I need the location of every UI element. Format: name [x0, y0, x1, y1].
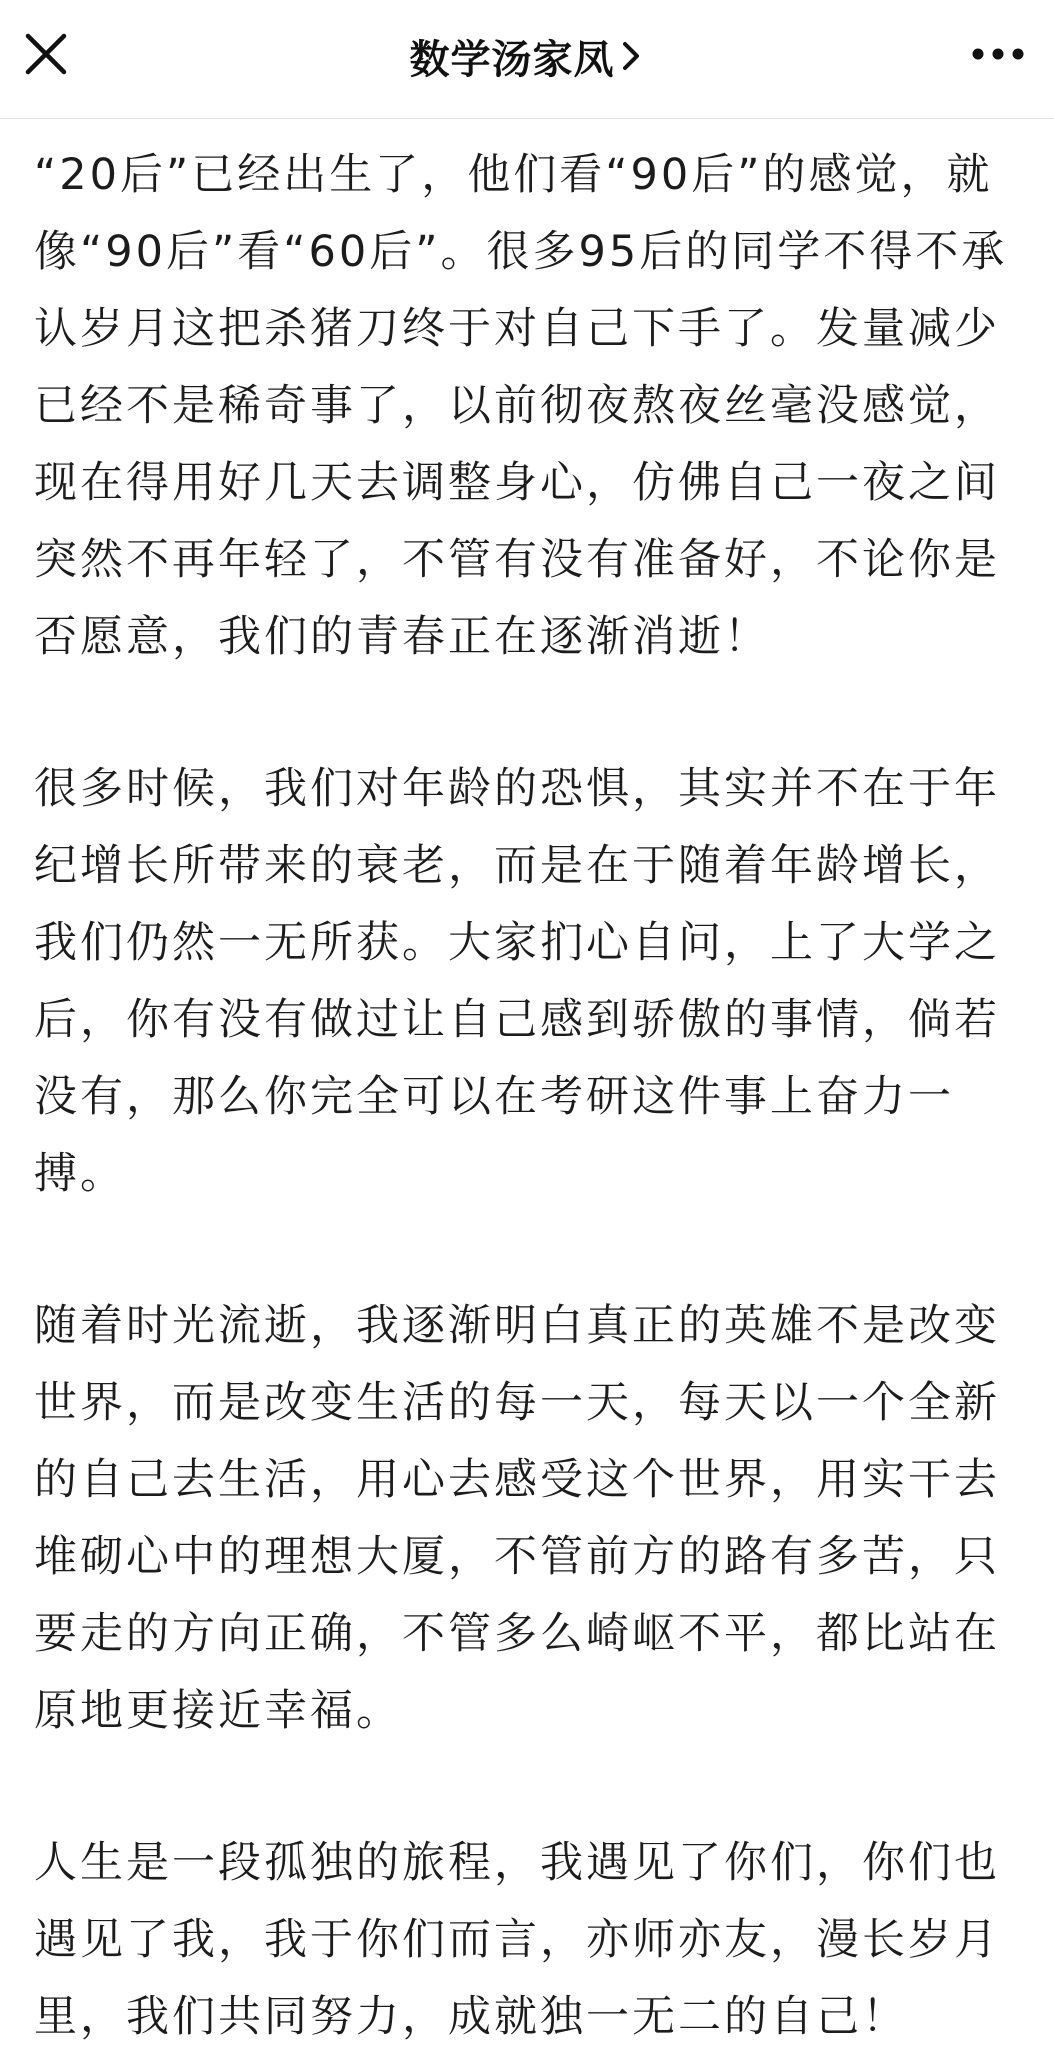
article-paragraph: 随着时光流逝，我逐渐明白真正的英雄不是改变世界，而是改变生活的每一天，每天以一个全新的自己去生活，用心去感受这个世界，用实干去堆砌心中的理想大厦，不管前方的路有多苦，只要走的方向正确，不管多么崎岖不平，都比站在原地更接近幸福。	[34, 1301, 1000, 1736]
article-body	[0, 119, 1054, 2056]
article-paragraph: “20后”已经出生了，他们看“90后”的感觉，就像“90后”看“60后”。很多95后的同学不得不承认岁月这把杀猪刀终于对自己下手了。发量减少已经不是稀奇事了，以前彻夜熬夜丝毫没感觉，现在得用好几天去调整身心，仿佛自己一夜之间突然不再年轻了，不管有没有准备好，不论你是否愿意，我们的青春正在逐渐消逝！	[34, 150, 1008, 662]
more-dots-icon	[968, 32, 1028, 76]
more-options-button[interactable]	[968, 32, 1028, 76]
chevron-right-icon	[619, 36, 645, 76]
account-title-link[interactable]	[410, 28, 645, 85]
page-title: 数学汤家凤	[409, 36, 615, 83]
top-navigation-bar	[0, 0, 1054, 119]
article-paragraph: 人生是一段孤独的旅程，我遇见了你们，你们也遇见了我，我于你们而言，亦师亦友，漫长岁月里，我们共同努力，成就独一无二的自己！	[34, 1838, 1000, 2042]
article-paragraph: 很多时候，我们对年龄的恐惧，其实并不在于年纪增长所带来的衰老，而是在于随着年龄增长，我们仍然一无所获。大家扪心自问，上了大学之后，你有没有做过让自己感到骄傲的事情，倘若没有，那么你完全可以在考研这件事上奋力一搏。	[34, 764, 1000, 1199]
close-button[interactable]	[22, 30, 70, 78]
close-icon	[22, 30, 70, 78]
